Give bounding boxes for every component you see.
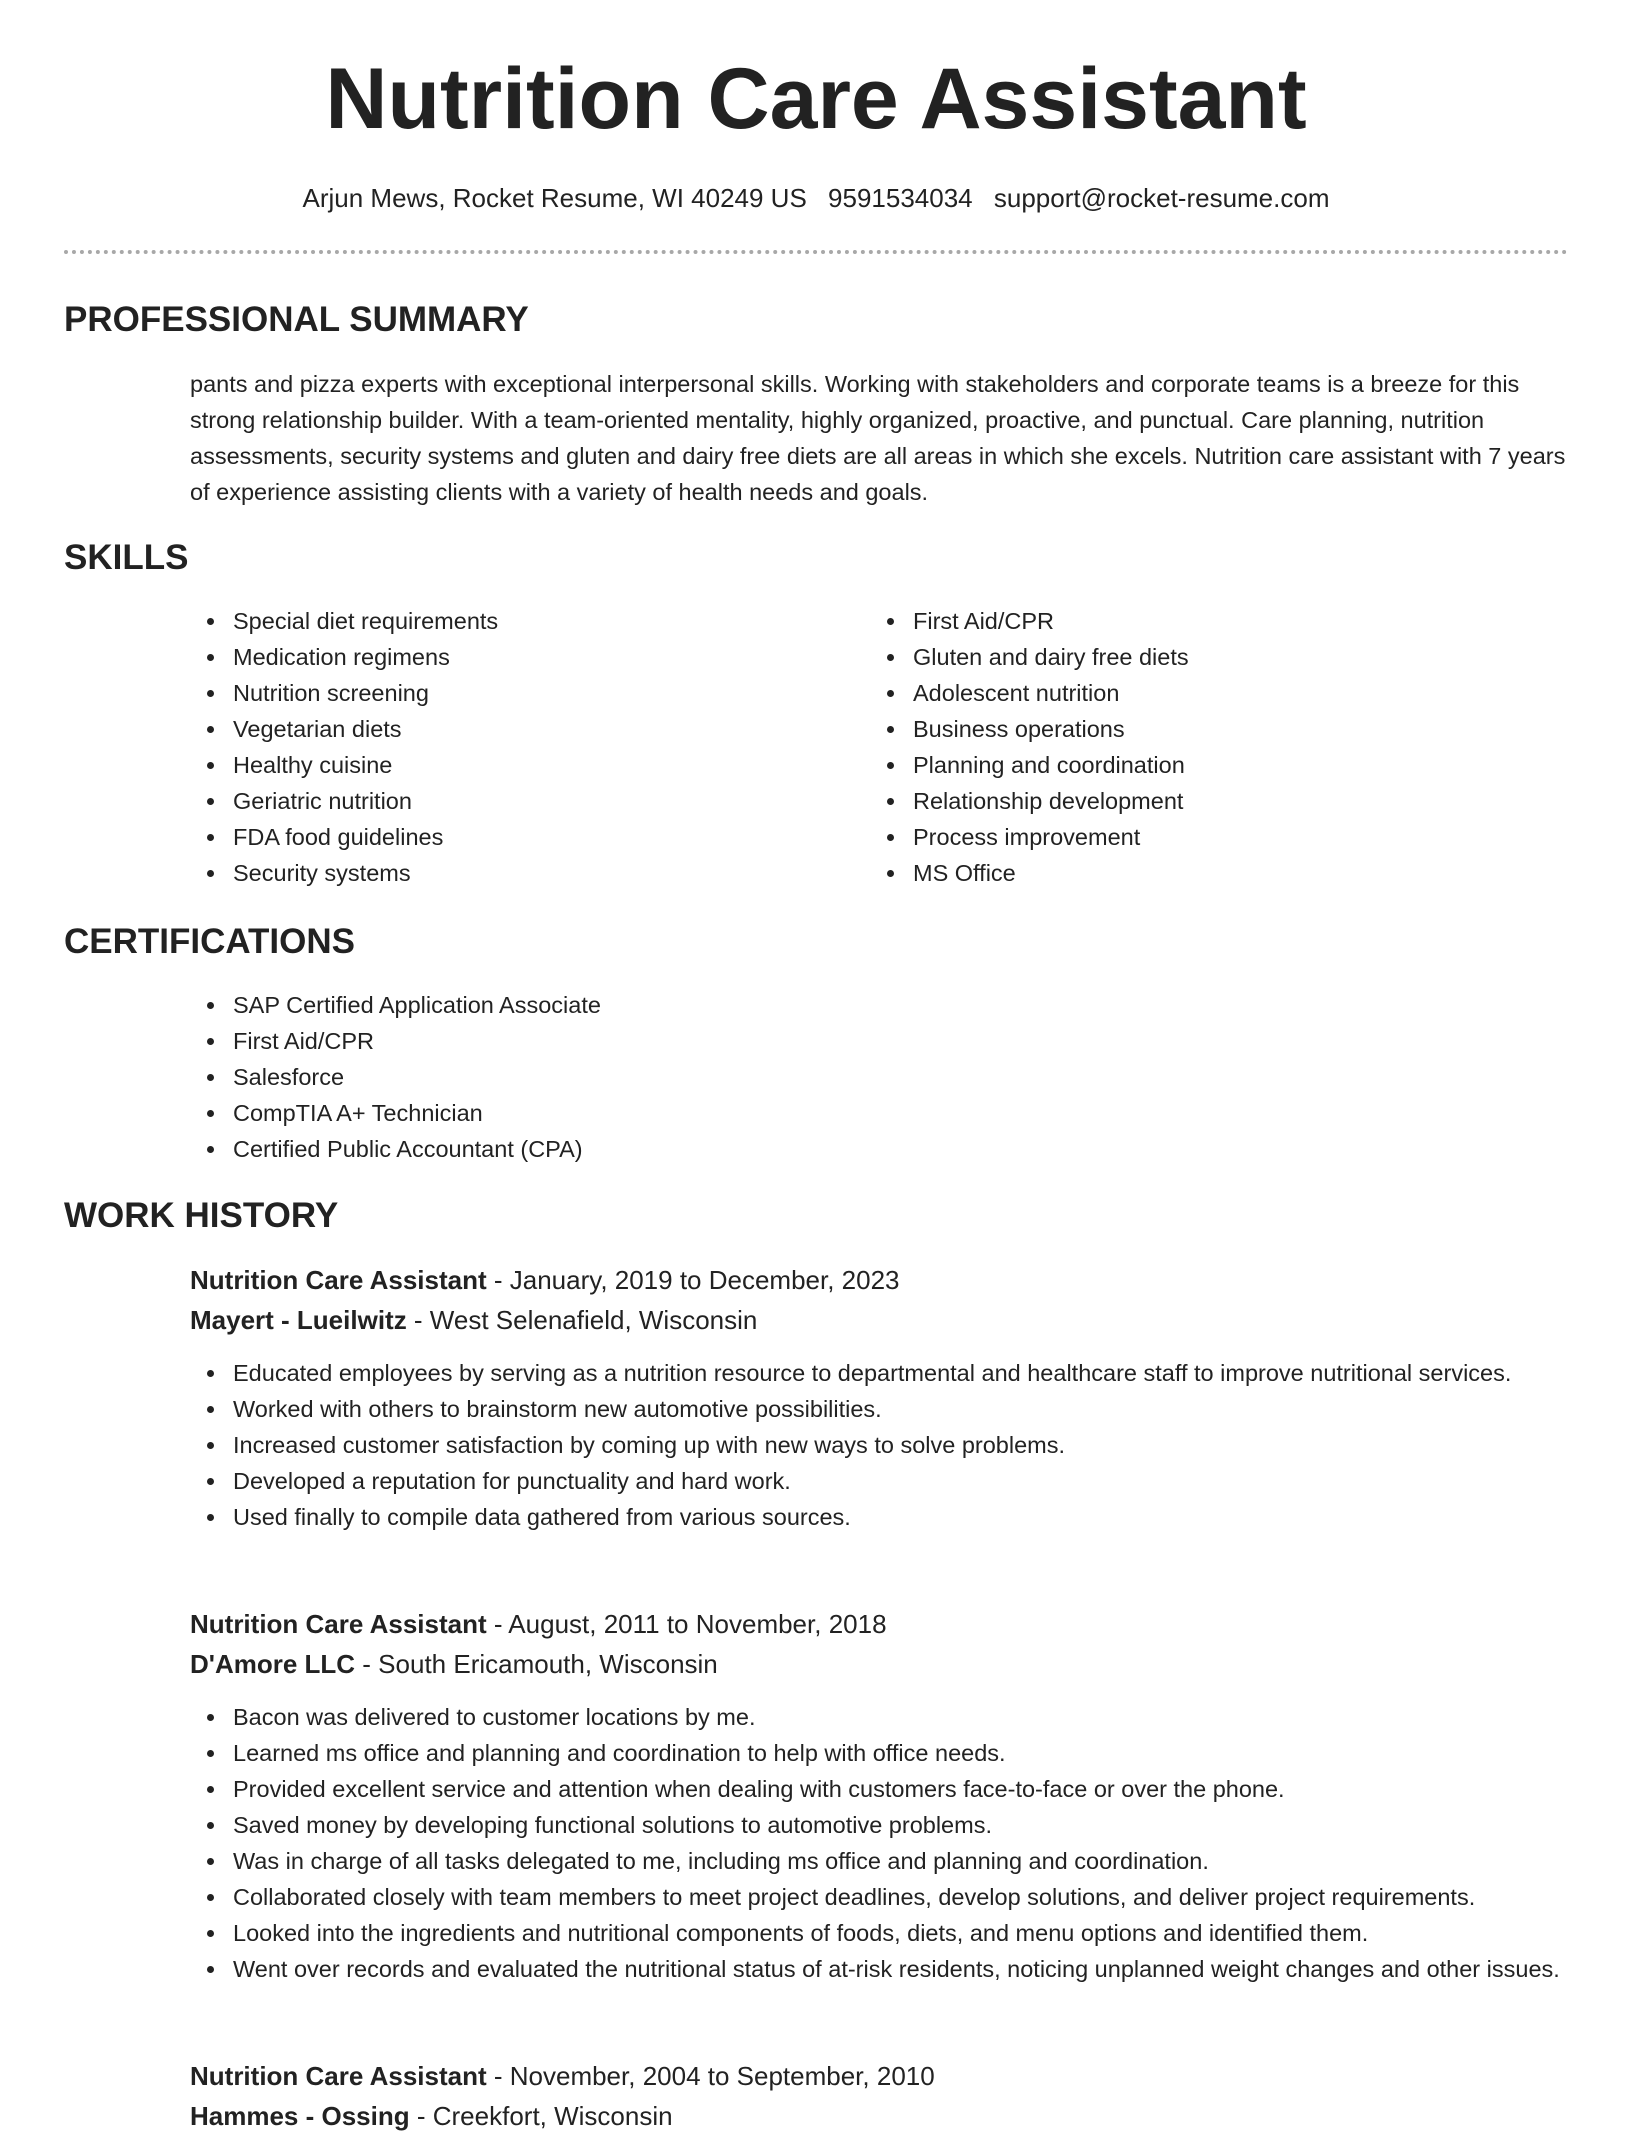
skill-item: Gluten and dairy free diets: [913, 639, 1513, 675]
job-bullet: Learned ms office and planning and coordination to help with office needs.: [233, 1735, 1613, 1771]
certification-item: CompTIA A+ Technician: [233, 1095, 1533, 1131]
job-title-line: [190, 2058, 935, 2094]
skill-item: Security systems: [233, 855, 833, 891]
job-company-line: [190, 2098, 673, 2134]
job-company: Hammes - Ossing: [190, 2101, 410, 2131]
job-company-line: [190, 1646, 718, 1682]
job-bullets: [190, 1355, 1599, 1535]
certifications-heading: CERTIFICATIONS: [64, 922, 356, 961]
contact-address: Arjun Mews, Rocket Resume, WI 40249 US: [302, 183, 807, 213]
skill-item: FDA food guidelines: [233, 819, 833, 855]
skill-item: Business operations: [913, 711, 1513, 747]
job-company-line: [190, 1302, 757, 1338]
skill-item: Adolescent nutrition: [913, 675, 1513, 711]
job-location: - South Ericamouth, Wisconsin: [355, 1649, 718, 1679]
job-bullets: [190, 1699, 1613, 1987]
skill-item: Nutrition screening: [233, 675, 833, 711]
job-title-line: [190, 1262, 900, 1298]
job-bullet: Used finally to compile data gathered from various sources.: [233, 1499, 1599, 1535]
job-bullet: Collaborated closely with team members to meet project deadlines, develop solutions, and deliver project requirements.: [233, 1879, 1613, 1915]
contact-email: support@rocket-resume.com: [993, 183, 1330, 213]
skills-list-left: [190, 603, 833, 891]
skill-item: Vegetarian diets: [233, 711, 833, 747]
job-company: Mayert - Lueilwitz: [190, 1305, 407, 1335]
summary-heading: PROFESSIONAL SUMMARY: [64, 300, 529, 339]
job-bullet: Saved money by developing functional solutions to automotive problems.: [233, 1807, 1613, 1843]
contact-phone: 9591534034: [828, 183, 973, 213]
job-dates: - August, 2011 to November, 2018: [486, 1609, 887, 1639]
skill-item: Healthy cuisine: [233, 747, 833, 783]
job-dates: - November, 2004 to September, 2010: [486, 2061, 935, 2091]
job-location: - West Selenafield, Wisconsin: [406, 1305, 758, 1335]
skill-item: MS Office: [913, 855, 1513, 891]
job-bullet: Provided excellent service and attention when dealing with customers face-to-face or over the phone.: [233, 1771, 1613, 1807]
job-bullet: Was in charge of all tasks delegated to me, including ms office and planning and coordination.: [233, 1843, 1613, 1879]
skill-item: First Aid/CPR: [913, 603, 1513, 639]
certification-item: First Aid/CPR: [233, 1023, 1533, 1059]
job-bullet: Went over records and evaluated the nutritional status of at-risk residents, noticing unplanned weight changes and other issues.: [233, 1951, 1613, 1987]
job-title: Nutrition Care Assistant: [190, 2061, 487, 2091]
job-bullet: Increased customer satisfaction by coming up with new ways to solve problems.: [233, 1427, 1599, 1463]
skills-list-right: [870, 603, 1513, 891]
job-title-line: [190, 1606, 887, 1642]
job-bullet: Developed a reputation for punctuality and hard work.: [233, 1463, 1599, 1499]
job-bullet: Looked into the ingredients and nutritional components of foods, diets, and menu options and identified them.: [233, 1915, 1613, 1951]
work-history-heading: WORK HISTORY: [64, 1196, 339, 1235]
job-bullet: Worked with others to brainstorm new automotive possibilities.: [233, 1391, 1599, 1427]
summary-text: pants and pizza experts with exceptional interpersonal skills. Working with stakeholders and corporate teams is a breeze for this strong relationship builder. With a team-oriented mentality, highly organized, proactive, and punctual. Care planning, nutrition assessments, security systems and gluten and dairy free diets are all areas in which she excels. Nutrition care assistant with 7 years of experience assisting clients with a variety of health needs and goals.: [190, 371, 1566, 505]
skill-item: Planning and coordination: [913, 747, 1513, 783]
job-bullet: Bacon was delivered to customer locations by me.: [233, 1699, 1613, 1735]
job-title: Nutrition Care Assistant: [190, 1609, 487, 1639]
skill-item: Process improvement: [913, 819, 1513, 855]
skill-item: Geriatric nutrition: [233, 783, 833, 819]
certification-item: Salesforce: [233, 1059, 1533, 1095]
job-location: - Creekfort, Wisconsin: [409, 2101, 673, 2131]
header-divider: [64, 250, 1568, 254]
job-dates: - January, 2019 to December, 2023: [486, 1265, 900, 1295]
job-bullet: Educated employees by serving as a nutrition resource to departmental and healthcare staff to improve nutritional services.: [233, 1355, 1599, 1391]
skill-item: Relationship development: [913, 783, 1513, 819]
job-company: D'Amore LLC: [190, 1649, 356, 1679]
certification-item: Certified Public Accountant (CPA): [233, 1131, 1533, 1167]
page-title: Nutrition Care Assistant: [325, 51, 1307, 147]
skill-item: Special diet requirements: [233, 603, 833, 639]
certifications-list: [190, 987, 1533, 1167]
contact-info: [0, 180, 1632, 216]
skills-heading: SKILLS: [64, 538, 189, 577]
skill-item: Medication regimens: [233, 639, 833, 675]
certification-item: SAP Certified Application Associate: [233, 987, 1533, 1023]
job-title: Nutrition Care Assistant: [190, 1265, 487, 1295]
